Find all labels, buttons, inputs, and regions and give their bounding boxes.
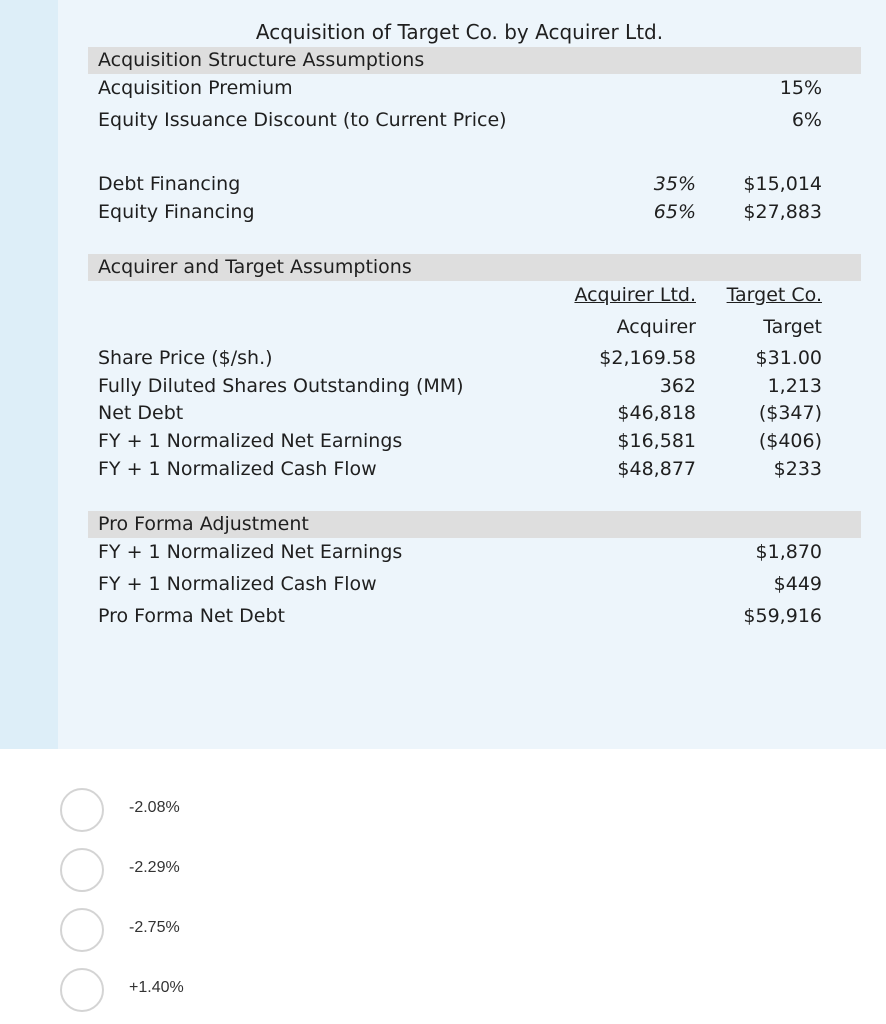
radio-button[interactable] — [60, 848, 104, 892]
target-cash-flow: $233 — [773, 458, 822, 480]
radio-button[interactable] — [60, 908, 104, 952]
target-share-price: $31.00 — [755, 347, 822, 369]
answer-option-label: -2.75% — [129, 919, 180, 936]
target-column-title: Target Co. — [726, 284, 822, 306]
debt-financing-label: Debt Financing — [98, 173, 241, 195]
answer-option-label: -2.29% — [129, 859, 180, 876]
panel-left-stripe — [0, 0, 58, 749]
answer-option-label: -2.08% — [129, 799, 180, 816]
pro-forma-cash-flow: $449 — [773, 573, 822, 595]
pro-forma-net-debt: $59,916 — [743, 605, 822, 627]
structure-header: Acquisition Structure Assumptions — [98, 49, 425, 71]
row-label-cash-flow: FY + 1 Normalized Cash Flow — [98, 458, 377, 480]
acquirer-column-sub: Acquirer — [616, 316, 696, 338]
equity-financing-pct: 65% — [653, 201, 696, 223]
assumptions-header: Acquirer and Target Assumptions — [98, 256, 412, 278]
discount-value: 6% — [791, 109, 822, 131]
target-shares: 1,213 — [767, 375, 822, 397]
acquirer-net-debt: $46,818 — [617, 402, 696, 424]
radio-button[interactable] — [60, 968, 104, 1012]
premium-value: 15% — [779, 77, 822, 99]
row-label-share-price: Share Price ($/sh.) — [98, 347, 273, 369]
acquirer-shares: 362 — [659, 375, 696, 397]
row-label-net-debt: Net Debt — [98, 402, 184, 424]
assumptions-sheet — [58, 0, 886, 749]
premium-label: Acquisition Premium — [98, 77, 293, 99]
answer-option-3[interactable] — [60, 904, 360, 954]
radio-button[interactable] — [60, 788, 104, 832]
answer-option-1[interactable] — [60, 784, 360, 834]
answer-option-4[interactable] — [60, 964, 360, 1014]
row-label-shares: Fully Diluted Shares Outstanding (MM) — [98, 375, 464, 397]
debt-financing-pct: 35% — [653, 173, 696, 195]
pro-forma-label-net-earnings: FY + 1 Normalized Net Earnings — [98, 541, 403, 563]
target-column-sub: Target — [763, 316, 822, 338]
debt-financing-amount: $15,014 — [743, 173, 822, 195]
pro-forma-label-net-debt: Pro Forma Net Debt — [98, 605, 285, 627]
equity-financing-amount: $27,883 — [743, 201, 822, 223]
target-net-earnings: ($406) — [758, 430, 822, 452]
pro-forma-header: Pro Forma Adjustment — [98, 513, 309, 535]
pro-forma-label-cash-flow: FY + 1 Normalized Cash Flow — [98, 573, 377, 595]
discount-label: Equity Issuance Discount (to Current Price) — [98, 109, 507, 131]
acquirer-column-title: Acquirer Ltd. — [574, 284, 696, 306]
answer-option-label: +1.40% — [129, 979, 184, 996]
acquirer-cash-flow: $48,877 — [617, 458, 696, 480]
pro-forma-net-earnings: $1,870 — [755, 541, 822, 563]
row-label-net-earnings: FY + 1 Normalized Net Earnings — [98, 430, 403, 452]
acquirer-share-price: $2,169.58 — [599, 347, 696, 369]
target-net-debt: ($347) — [758, 402, 822, 424]
equity-financing-label: Equity Financing — [98, 201, 255, 223]
answer-option-2[interactable] — [60, 844, 360, 894]
sheet-title: Acquisition of Target Co. by Acquirer Ltd. — [255, 20, 664, 44]
acquirer-net-earnings: $16,581 — [617, 430, 696, 452]
